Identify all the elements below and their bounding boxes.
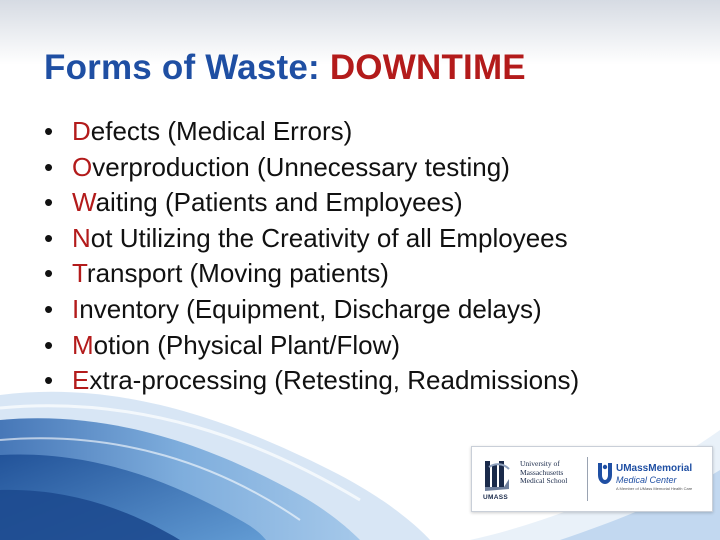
bullet-marker: • [44,293,54,324]
bullet-item [44,363,579,399]
bullet-text: ot Utilizing the Creativity of all Employees [90,222,568,253]
bullet-marker: • [44,365,54,396]
bullet-item [44,256,579,292]
bullet-list [44,114,579,399]
bullet-initial: T [72,258,87,289]
bullet-text: xtra-processing (Retesting, Readmissions) [89,365,580,396]
bullet-text: ransport (Moving patients) [86,258,389,289]
umass-wordmark: UMASS [483,494,508,501]
bullet-initial: N [72,222,91,253]
bullet-initial: D [72,116,91,146]
bullet-item [44,150,579,186]
bullet-marker: • [44,222,54,253]
slide-title [44,48,526,88]
bullet-text: verproduction (Unnecessary testing) [92,151,510,182]
umass-medical-school-logo-icon [483,459,511,499]
bullet-marker: • [44,187,54,218]
bullet-item [44,292,579,328]
mmc-center: Medical Center [616,475,677,485]
univ-line-1: University of [520,459,560,468]
bullet-initial: I [72,293,80,324]
bullet-item [44,114,579,150]
univ-line-3: Medical School [520,476,568,486]
bullet-marker: • [44,116,54,146]
bullet-item [44,221,579,257]
title-accent: DOWNTIME [329,48,526,87]
univ-line-2: Massachusetts [520,467,564,477]
mmc-name: UMassMemorial [616,463,693,474]
title-prefix: Forms of Waste: [44,48,330,87]
bullet-marker: • [44,151,54,182]
bullet-text: otion (Physical Plant/Flow) [93,329,401,360]
bullet-text: nventory (Equipment, Discharge delays) [79,293,542,324]
logo-divider [587,457,588,501]
university-text [520,460,567,486]
bullet-initial: O [72,151,93,182]
bullet-text: efects (Medical Errors) [90,116,353,146]
bullet-text: aiting (Patients and Employees) [95,187,463,218]
umass-memorial-logo-icon [596,461,614,485]
bullet-initial: W [72,187,96,218]
mmc-tagline: A Member of UMass Memorial Health Care [616,486,693,491]
bullet-initial: E [72,365,90,396]
logo-panel [471,446,713,512]
bullet-marker: • [44,258,54,289]
bullet-initial: M [72,329,94,360]
bullet-marker: • [44,329,54,360]
bullet-item [44,185,579,221]
bullet-item [44,328,579,364]
umass-memorial-text [616,463,692,492]
